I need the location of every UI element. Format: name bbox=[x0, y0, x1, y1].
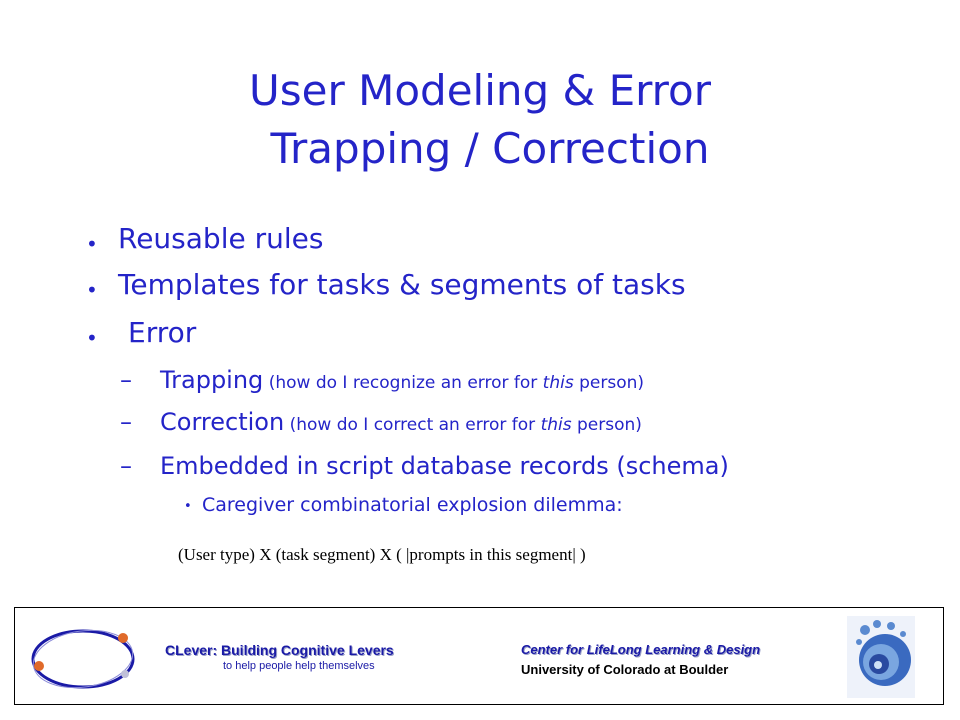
sub-sub-bullet-caregiver bbox=[184, 494, 623, 516]
footer-banner bbox=[14, 607, 944, 705]
bullet-text: Templates for tasks & segments of tasks bbox=[118, 268, 686, 301]
sub-bullet-embedded bbox=[120, 452, 729, 480]
sub-sub-bullet-text: Caregiver combinatorial explosion dilemma: bbox=[202, 494, 623, 516]
sub-bullet-note-end: person) bbox=[571, 415, 642, 435]
footer-right-subtitle: University of Colorado at Boulder bbox=[521, 662, 729, 677]
dash-icon: – bbox=[120, 366, 132, 394]
sub-bullet-note: (how do I correct an error for bbox=[284, 415, 541, 435]
bullet-icon: • bbox=[184, 499, 192, 514]
footer-left-subtitle: to help people help themselves bbox=[223, 660, 375, 672]
bullet-error bbox=[86, 316, 197, 350]
bullet-icon: • bbox=[86, 278, 98, 302]
slide-title bbox=[0, 62, 960, 178]
sub-bullet-main: Correction bbox=[160, 408, 285, 436]
sub-bullet-emphasis: this bbox=[542, 373, 574, 393]
footer-left-title: CLever: Building Cognitive Levers bbox=[165, 642, 394, 658]
nautilus-shell-logo-icon bbox=[847, 616, 915, 698]
title-line-1: User Modeling & Error bbox=[249, 66, 711, 115]
sub-bullet-main: Embedded in script database records (schema) bbox=[160, 452, 729, 480]
sub-bullet-trapping bbox=[120, 366, 645, 394]
bullet-text: Error bbox=[128, 316, 197, 349]
dash-icon: – bbox=[120, 452, 132, 480]
footer-right-title: Center for LifeLong Learning & Design bbox=[521, 642, 761, 657]
dash-icon: – bbox=[120, 408, 132, 436]
bullet-icon: • bbox=[86, 326, 98, 350]
orbit-logo-icon bbox=[27, 624, 139, 694]
title-line-2: Trapping / Correction bbox=[270, 124, 710, 173]
sub-bullet-note-end: person) bbox=[573, 373, 645, 393]
formula-text: (User type) X (task segment) X ( |prompts in this segment| ) bbox=[178, 545, 586, 564]
bullet-reusable-rules bbox=[86, 222, 324, 256]
sub-bullet-main: Trapping bbox=[160, 366, 264, 394]
sub-bullet-note: (how do I recognize an error for bbox=[263, 373, 543, 393]
bullet-templates bbox=[86, 268, 686, 302]
sub-bullet-correction bbox=[120, 408, 642, 436]
bullet-text: Reusable rules bbox=[118, 222, 324, 255]
bullet-icon: • bbox=[86, 232, 98, 256]
sub-bullet-emphasis: this bbox=[540, 415, 572, 435]
